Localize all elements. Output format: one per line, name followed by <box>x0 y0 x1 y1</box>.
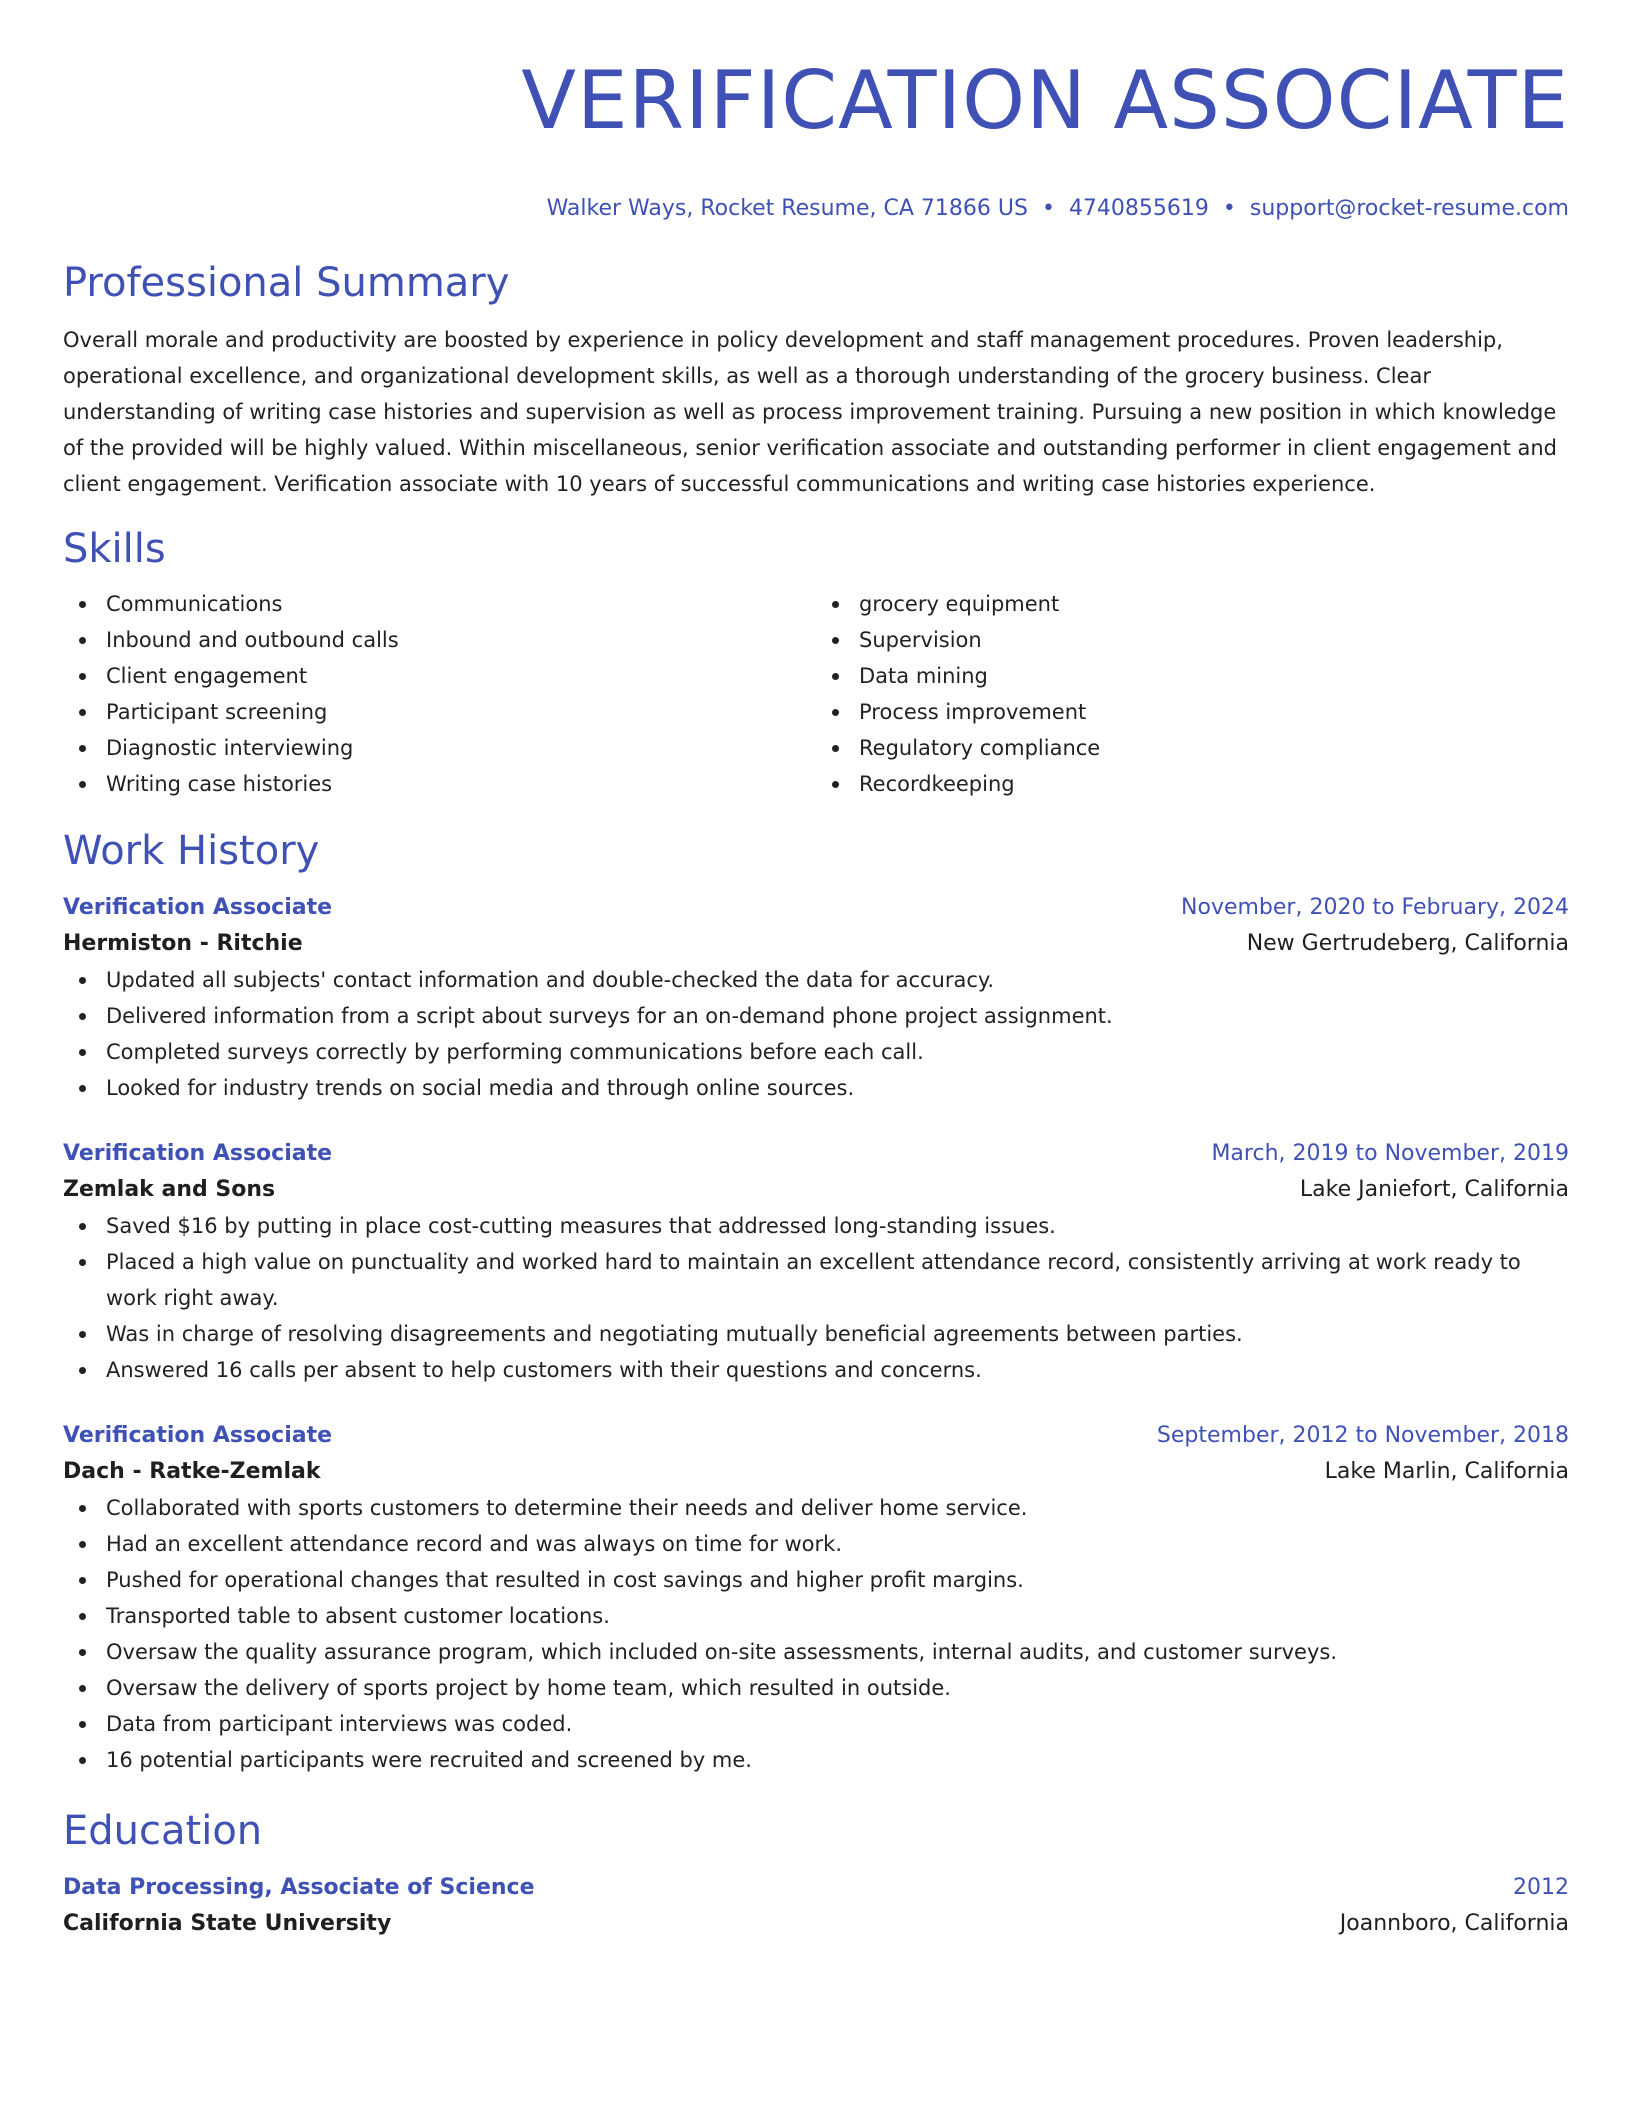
summary-heading: Professional Summary <box>63 260 510 306</box>
job-bullet: Saved $16 by putting in place cost-cutting measures that addressed long-standing issues. <box>63 1208 1569 1244</box>
skills-heading: Skills <box>63 526 166 572</box>
job-bullet-list <box>63 1490 1569 1778</box>
education-location: Joannboro, California <box>1339 1911 1569 1936</box>
contact-separator: • <box>1222 196 1236 221</box>
job-company: Zemlak and Sons <box>63 1177 276 1202</box>
job-bullet: Transported table to absent customer locations. <box>63 1598 1569 1634</box>
job-bullet: Updated all subjects' contact information and double-checked the data for accuracy. <box>63 962 1569 998</box>
resume-title: VERIFICATION ASSOCIATE <box>521 54 1569 147</box>
skills-column-right <box>816 586 1569 802</box>
job-header-row <box>63 890 1569 926</box>
job-bullet: Pushed for operational changes that resulted in cost savings and higher profit margins. <box>63 1562 1569 1598</box>
job-company-row <box>63 1172 1569 1208</box>
education-school: California State University <box>63 1911 392 1936</box>
skill-item: Inbound and outbound calls <box>63 622 816 658</box>
contact-phone: 4740855619 <box>1068 196 1209 221</box>
skill-item: Writing case histories <box>63 766 816 802</box>
job-title: Verification Associate <box>63 895 333 920</box>
contact-line <box>63 194 1569 224</box>
skill-item: Supervision <box>816 622 1569 658</box>
job-company: Dach - Ratke-Zemlak <box>63 1459 321 1484</box>
job-bullet: Oversaw the delivery of sports project by home team, which resulted in outside. <box>63 1670 1569 1706</box>
job-bullet: 16 potential participants were recruited and screened by me. <box>63 1742 1569 1778</box>
skills-grid <box>63 586 1569 802</box>
skill-item: Regulatory compliance <box>816 730 1569 766</box>
job-company: Hermiston - Ritchie <box>63 931 303 956</box>
skill-item: Process improvement <box>816 694 1569 730</box>
work-heading: Work History <box>63 828 320 874</box>
contact-email: support@rocket-resume.com <box>1249 196 1569 221</box>
job-header-row <box>63 1136 1569 1172</box>
contact-address: Walker Ways, Rocket Resume, CA 71866 US <box>546 196 1028 221</box>
job-list <box>63 890 1569 1778</box>
skill-item: Data mining <box>816 658 1569 694</box>
job-bullet: Delivered information from a script about surveys for an on-demand phone project assignment. <box>63 998 1569 1034</box>
summary-section <box>63 258 1569 502</box>
job-bullet: Collaborated with sports customers to determine their needs and deliver home service. <box>63 1490 1569 1526</box>
skills-section <box>63 524 1569 802</box>
job-company-row <box>63 1454 1569 1490</box>
skill-item: Participant screening <box>63 694 816 730</box>
skills-column-left <box>63 586 816 802</box>
contact-separator: • <box>1041 196 1055 221</box>
skill-item: Diagnostic interviewing <box>63 730 816 766</box>
education-row-bottom <box>63 1906 1569 1942</box>
education-heading: Education <box>63 1808 263 1854</box>
job-bullet: Answered 16 calls per absent to help customers with their questions and concerns. <box>63 1352 1569 1388</box>
education-section <box>63 1806 1569 1942</box>
education-entry <box>63 1870 1569 1942</box>
skill-item: Recordkeeping <box>816 766 1569 802</box>
job-bullet: Placed a high value on punctuality and worked hard to maintain an excellent attendance record, consistently arriving at work ready to work right away. <box>63 1244 1569 1316</box>
job-entry <box>63 890 1569 1106</box>
job-bullet-list <box>63 962 1569 1106</box>
skill-item: Communications <box>63 586 816 622</box>
skills-list-left <box>63 586 816 802</box>
skill-item: Client engagement <box>63 658 816 694</box>
job-dates: September, 2012 to November, 2018 <box>1156 1423 1569 1448</box>
work-section <box>63 826 1569 1778</box>
job-bullet: Was in charge of resolving disagreements and negotiating mutually beneficial agreements between parties. <box>63 1316 1569 1352</box>
job-dates: November, 2020 to February, 2024 <box>1181 895 1569 920</box>
summary-text: Overall morale and productivity are boosted by experience in policy development and staff management procedures. Proven leadership, operational excellence, and organizational development skills, as well as a thorough understanding of the grocery business. Clear understanding of writing case histories and supervision as well as process improvement training. Pursuing a new position in which knowledge of the provided will be highly valued. Within miscellaneous, senior verification associate and outstanding performer in client engagement and client engagement. Verification associate with 10 years of successful communications and writing case histories experience. <box>63 328 1558 496</box>
education-degree: Data Processing, Associate of Science <box>63 1875 535 1900</box>
job-header-row <box>63 1418 1569 1454</box>
job-bullet: Data from participant interviews was coded. <box>63 1706 1569 1742</box>
job-title: Verification Associate <box>63 1423 333 1448</box>
education-row-top <box>63 1870 1569 1906</box>
job-bullet: Oversaw the quality assurance program, which included on-site assessments, internal audits, and customer surveys. <box>63 1634 1569 1670</box>
job-title: Verification Associate <box>63 1141 333 1166</box>
job-bullet: Had an excellent attendance record and was always on time for work. <box>63 1526 1569 1562</box>
job-location: New Gertrudeberg, California <box>1246 931 1569 956</box>
job-location: Lake Janiefort, California <box>1299 1177 1569 1202</box>
job-entry <box>63 1136 1569 1388</box>
job-location: Lake Marlin, California <box>1324 1459 1569 1484</box>
job-entry <box>63 1418 1569 1778</box>
job-company-row <box>63 926 1569 962</box>
skills-list-right <box>816 586 1569 802</box>
job-bullet: Looked for industry trends on social media and through online sources. <box>63 1070 1569 1106</box>
education-year: 2012 <box>1513 1875 1569 1900</box>
job-dates: March, 2019 to November, 2019 <box>1211 1141 1569 1166</box>
job-bullet-list <box>63 1208 1569 1388</box>
job-bullet: Completed surveys correctly by performing communications before each call. <box>63 1034 1569 1070</box>
skill-item: grocery equipment <box>816 586 1569 622</box>
